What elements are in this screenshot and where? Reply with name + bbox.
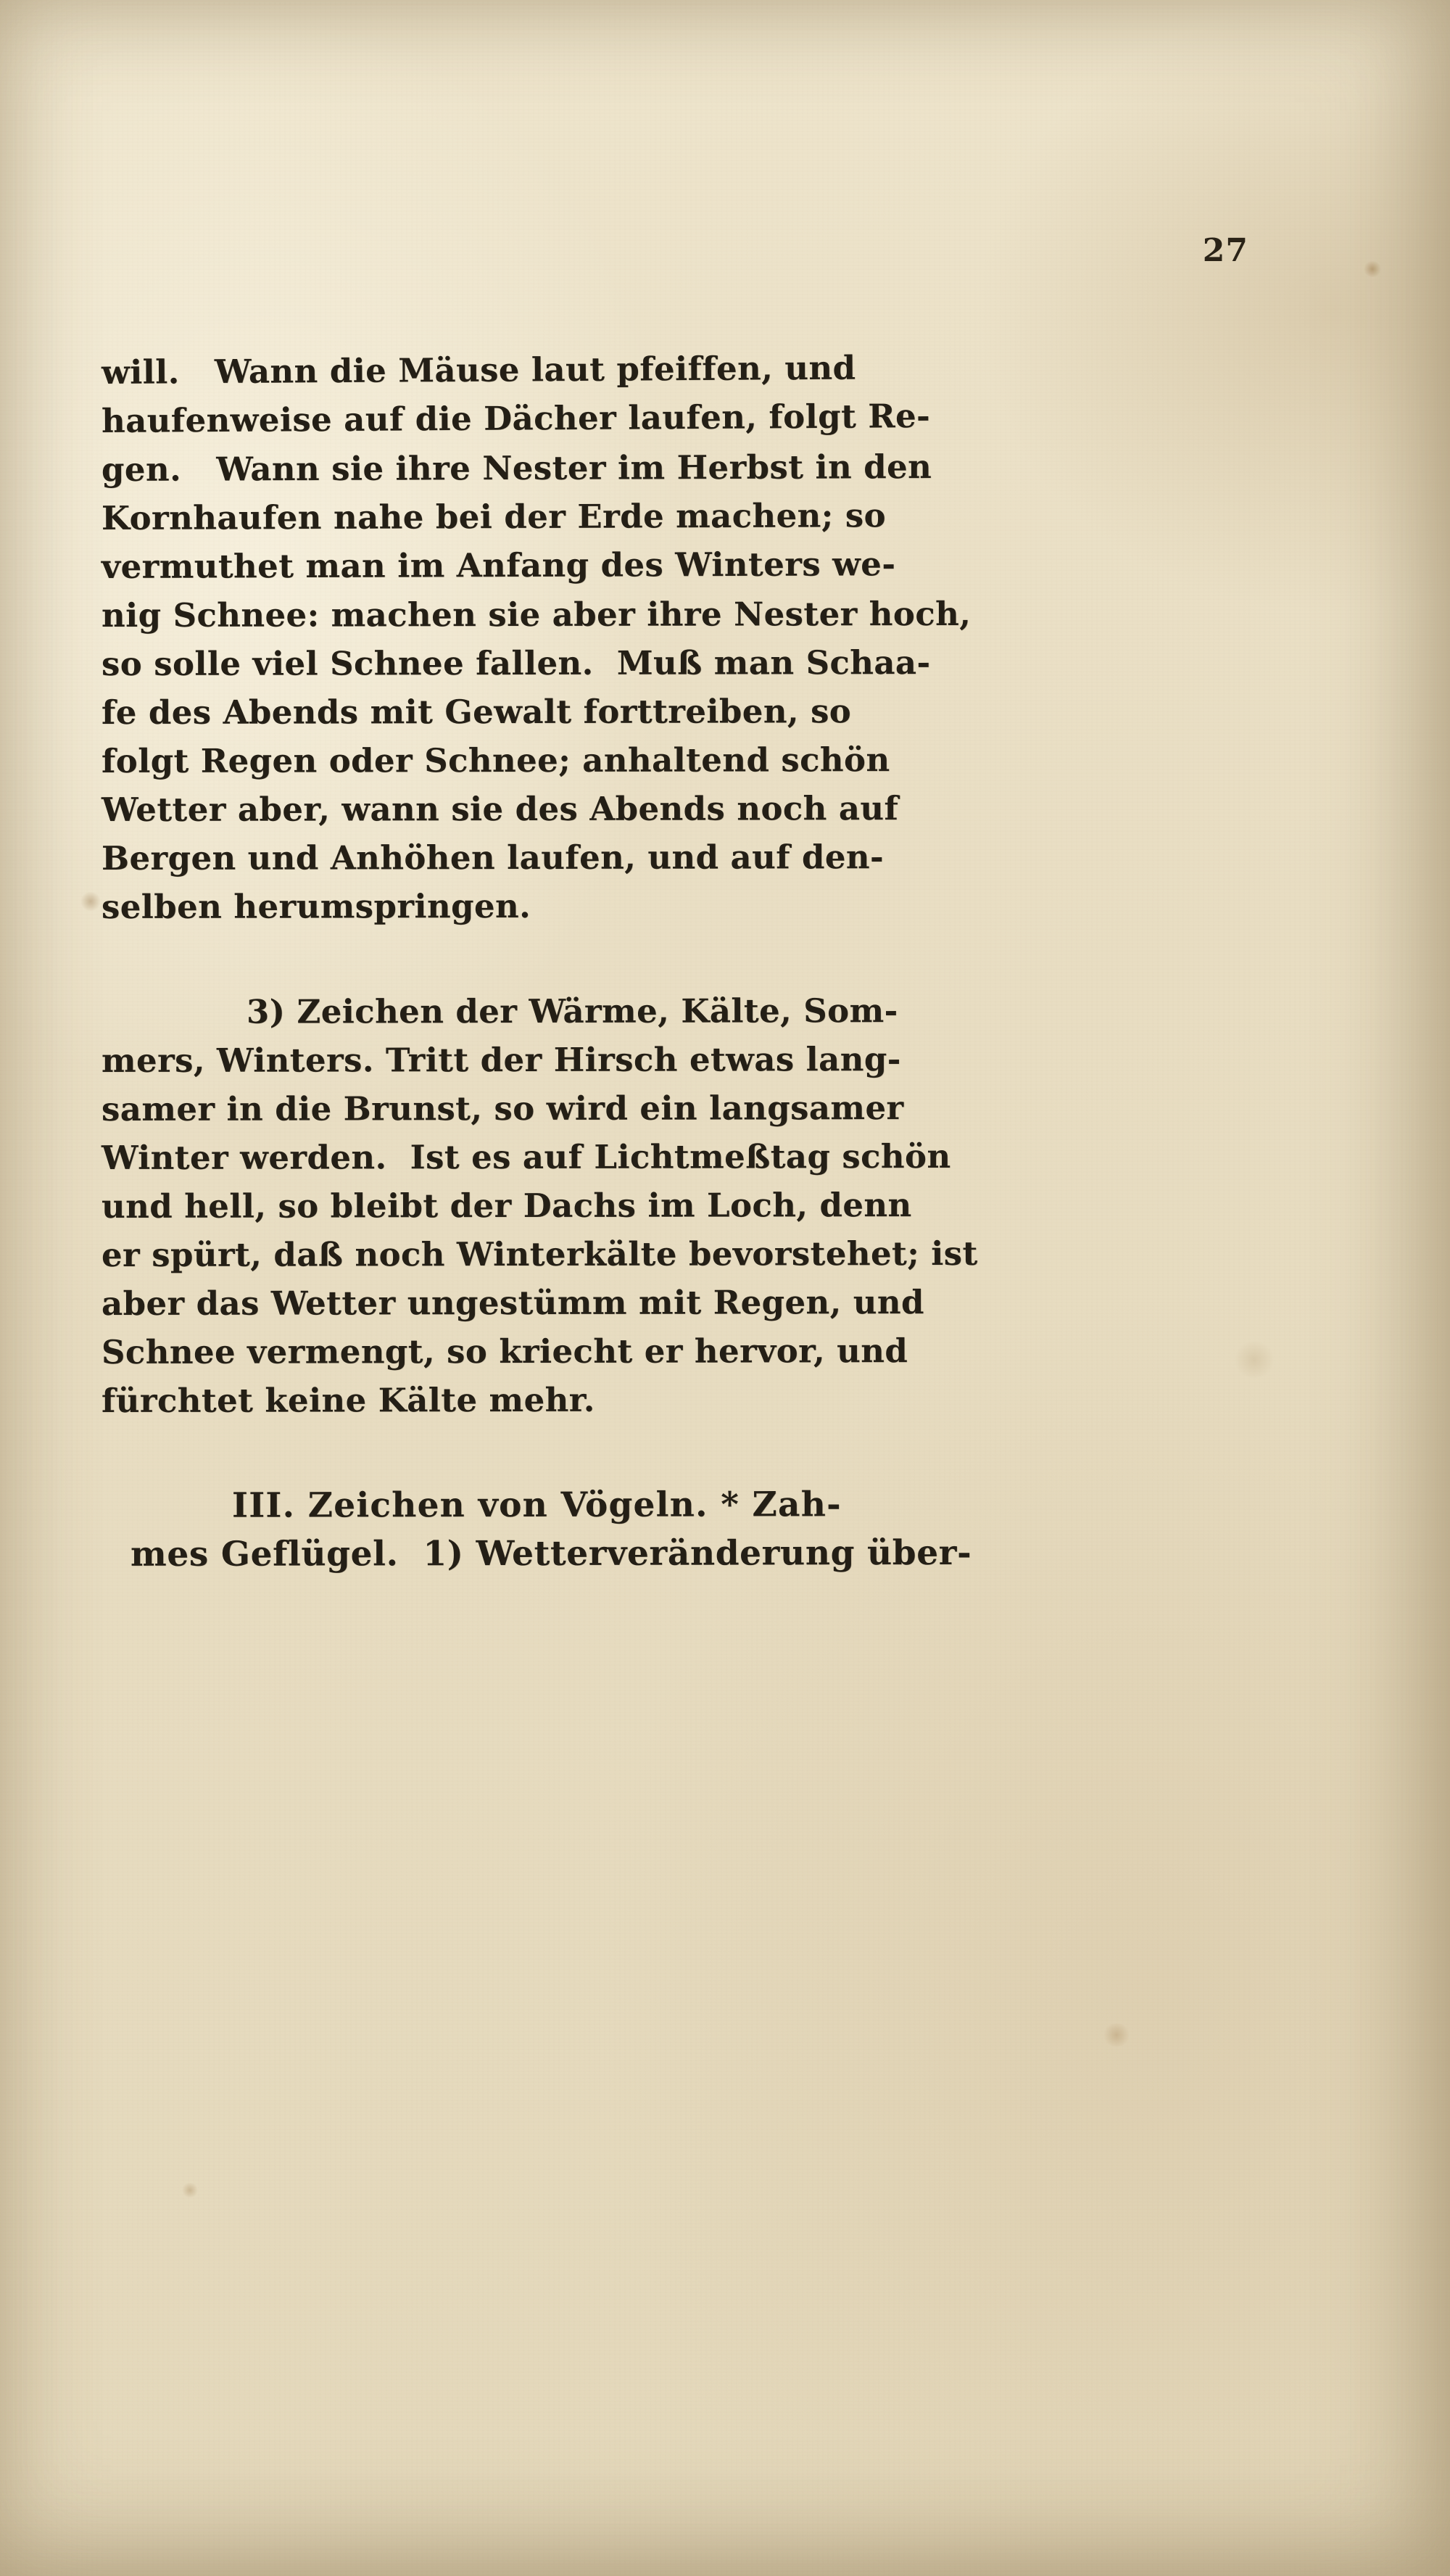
- text-line: er spürt, daß noch Winterkälte bevorstehet; ist: [101, 1234, 978, 1274]
- paper-stain: [1363, 261, 1382, 277]
- text-line: nig Schnee: machen sie aber ihre Nester hoch,: [101, 594, 972, 635]
- page-number: 27: [1202, 232, 1248, 269]
- text-line: fürchtet keine Kälte mehr.: [101, 1380, 595, 1420]
- text-line: Schnee vermengt, so kriecht er hervor, und: [101, 1332, 908, 1371]
- section-heading-birds: [102, 1482, 1254, 1579]
- paragraph-weather-signs-mice: [102, 348, 1254, 931]
- page-text-block: [102, 348, 1254, 1579]
- section-title-line: mes Geflügel. 1) Wetterveränderung über-: [130, 1532, 972, 1574]
- paragraph-signs-of-warmth-cold: [102, 988, 1254, 1425]
- text-line: 3) Zeichen der Wärme, Kälte, Som-: [246, 991, 898, 1031]
- text-line: und hell, so bleibt der Dachs im Loch, denn: [101, 1186, 912, 1226]
- text-line: fe des Abends mit Gewalt forttreiben, so: [101, 692, 852, 732]
- paragraph-spacer: [102, 931, 1254, 988]
- section-title-line: III. Zeichen von Vögeln. * Zah-: [231, 1485, 842, 1526]
- text-line: mers, Winters. Tritt der Hirsch etwas lang-: [101, 1040, 901, 1080]
- text-line: samer in die Brunst, so wird ein langsamer: [101, 1089, 904, 1128]
- text-line: gen. Wann sie ihre Nester im Herbst in den: [101, 447, 932, 489]
- text-line: folgt Regen oder Schnee; anhaltend schön: [101, 740, 890, 780]
- paper-stain: [80, 892, 102, 911]
- text-line: aber das Wetter ungestümm mit Regen, und: [101, 1283, 924, 1323]
- text-line: Winter werden. Ist es auf Lichtmeßtag schön: [101, 1136, 951, 1177]
- text-line: Bergen und Anhöhen laufen, und auf den-: [101, 838, 884, 878]
- text-line: Kornhaufen nahe bei der Erde machen; so: [101, 496, 887, 537]
- text-line: haufenweise auf die Dächer laufen, folgt Re-: [101, 397, 931, 440]
- paper-stain: [1102, 2023, 1131, 2047]
- text-line: selben herumspringen.: [101, 886, 531, 926]
- paragraph-spacer: [102, 1425, 1254, 1482]
- paper-stain: [181, 2183, 199, 2197]
- text-line: vermuthet man im Anfang des Winters we-: [101, 545, 896, 586]
- text-line: so solle viel Schnee fallen. Muß man Schaa-: [101, 643, 931, 683]
- text-line: will. Wann die Mäuse laut pfeiffen, und: [101, 348, 856, 392]
- text-line: Wetter aber, wann sie des Abends noch auf: [101, 789, 899, 829]
